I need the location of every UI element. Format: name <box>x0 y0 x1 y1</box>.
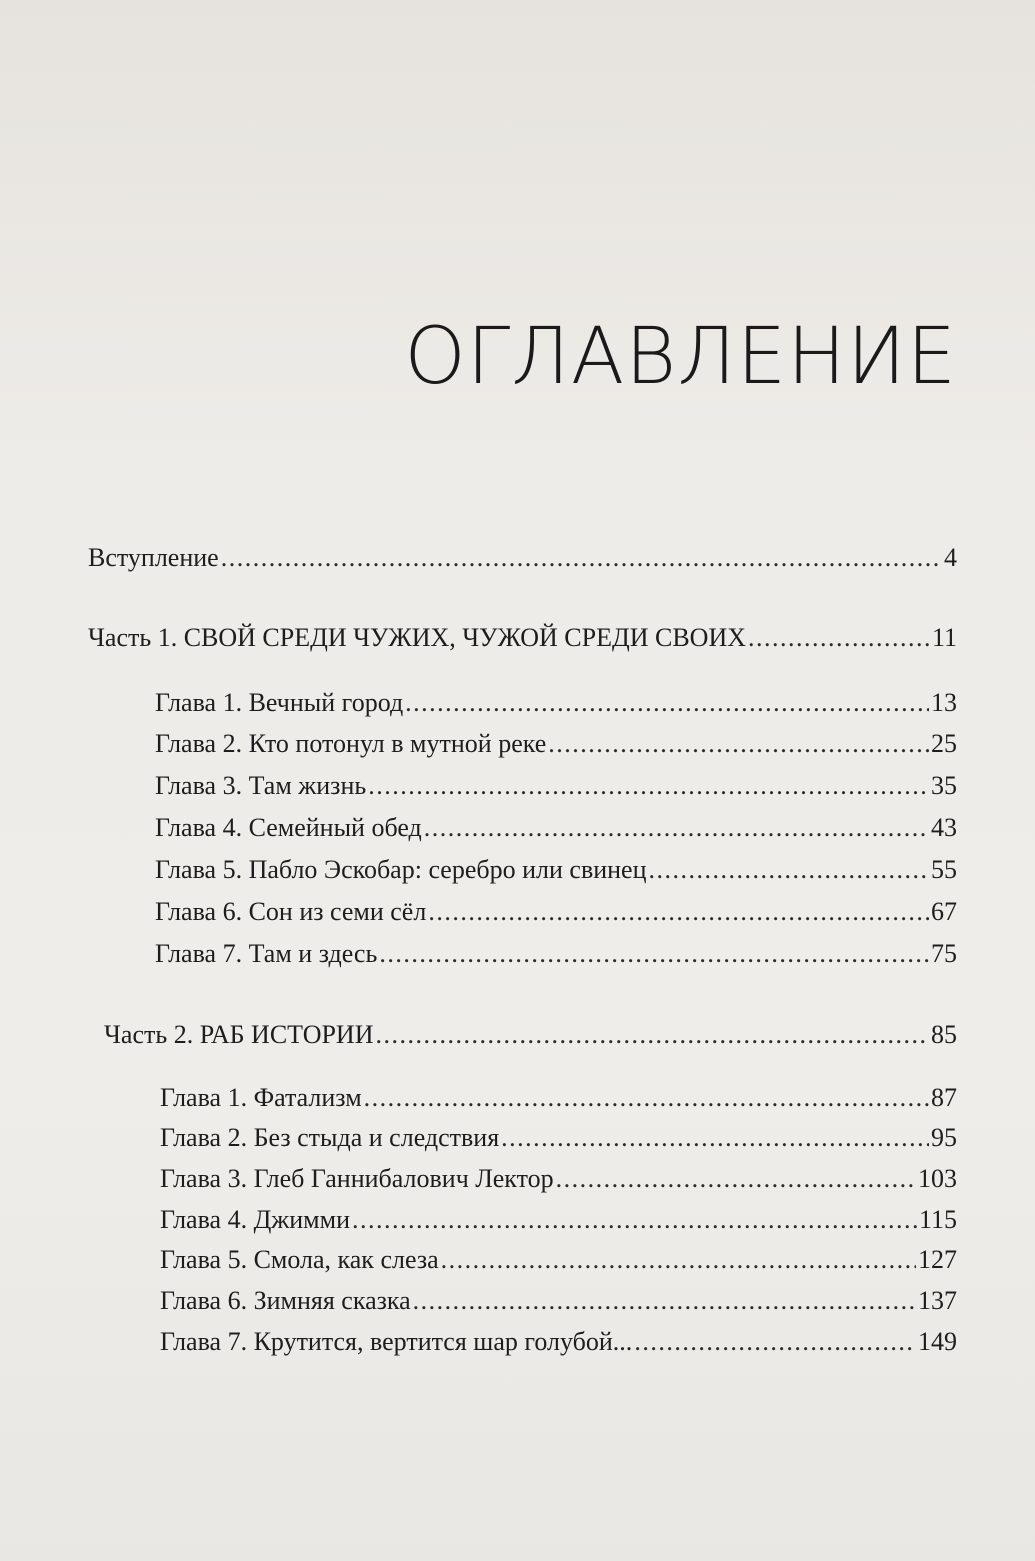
toc-page-number: 103 <box>918 1164 957 1193</box>
toc-entry-chapter <box>160 1329 957 1355</box>
toc-chapter-label: Глава 3. Глеб Ганнибалович Лектор <box>160 1164 554 1193</box>
toc-page-number: 85 <box>931 1020 957 1049</box>
toc-page-number: 67 <box>931 897 957 926</box>
toc-entry-chapter <box>160 1207 957 1233</box>
dot-leader <box>368 773 929 799</box>
toc-chapter-label: Глава 3. Там жизнь <box>155 771 367 800</box>
dot-leader <box>379 941 929 967</box>
toc-chapter-label: Глава 4. Джимми <box>160 1205 350 1234</box>
dot-leader <box>649 857 929 883</box>
toc-chapter-label: Глава 7. Там и здесь <box>155 939 378 968</box>
toc-page-number: 35 <box>931 771 957 800</box>
dot-leader <box>413 1288 916 1314</box>
toc-page-number: 87 <box>931 1083 957 1112</box>
toc-entry-chapter <box>155 815 957 841</box>
toc-page-number: 149 <box>918 1327 957 1356</box>
toc-page-number: 13 <box>931 688 957 717</box>
dot-leader <box>634 1329 916 1355</box>
toc-chapter-label: Глава 6. Зимняя сказка <box>160 1286 411 1315</box>
toc-entry-chapter <box>155 731 957 757</box>
toc-part-label: Часть 2. РАБ ИСТОРИИ <box>104 1020 374 1049</box>
toc-page-number: 43 <box>931 813 957 842</box>
toc-page-number: 4 <box>944 543 957 572</box>
dot-leader <box>424 815 929 841</box>
page-title: ОГЛАВЛЕНИЕ <box>404 312 957 402</box>
dot-leader <box>364 1085 929 1111</box>
toc-entry-intro <box>88 545 957 571</box>
toc-page-number: 95 <box>931 1123 957 1152</box>
toc-entry-label: Вступление <box>88 543 219 572</box>
toc-chapter-label: Глава 6. Сон из семи сёл <box>155 897 427 926</box>
toc-entry-chapter <box>155 690 957 716</box>
toc-page-number: 25 <box>931 729 957 758</box>
toc-page-number: 55 <box>931 855 957 884</box>
toc-entry-chapter <box>160 1247 957 1273</box>
toc-page-number: 137 <box>918 1286 957 1315</box>
toc-entry-part-2 <box>104 1022 957 1048</box>
dot-leader <box>352 1207 917 1233</box>
toc-chapter-label: Глава 5. Смола, как слеза <box>160 1245 439 1274</box>
toc-chapter-label: Глава 4. Семейный обед <box>155 813 422 842</box>
toc-entry-part-1 <box>88 625 957 651</box>
dot-leader <box>501 1125 929 1151</box>
toc-entry-chapter <box>155 773 957 799</box>
toc-entry-chapter <box>155 857 957 883</box>
dot-leader <box>441 1247 916 1273</box>
dot-leader <box>556 1166 916 1192</box>
toc-page-number: 75 <box>931 939 957 968</box>
toc-page-number: 115 <box>918 1205 957 1234</box>
toc-entry-chapter <box>160 1125 957 1151</box>
toc-page-number: 127 <box>918 1245 957 1274</box>
toc-entry-chapter <box>160 1085 957 1111</box>
toc-chapter-label: Глава 2. Без стыда и следствия <box>160 1123 500 1152</box>
dot-leader <box>375 1022 929 1048</box>
toc-entry-chapter <box>155 941 957 967</box>
dot-leader <box>221 545 942 571</box>
toc-part-label: Часть 1. СВОЙ СРЕДИ ЧУЖИХ, ЧУЖОЙ СРЕДИ СВОИХ <box>88 623 746 652</box>
dot-leader <box>405 690 929 716</box>
toc-chapter-label: Глава 7. Крутится, вертится шар голубой... <box>160 1327 633 1356</box>
dot-leader <box>428 899 929 925</box>
dot-leader <box>548 731 929 757</box>
toc-chapter-label: Глава 5. Пабло Эскобар: серебро или свинец <box>155 855 647 884</box>
toc-entry-chapter <box>160 1166 957 1192</box>
toc-chapter-label: Глава 2. Кто потонул в мутной реке <box>155 729 547 758</box>
toc-chapter-label: Глава 1. Фатализм <box>160 1083 362 1112</box>
toc-page-number: 11 <box>931 623 957 652</box>
dot-leader <box>748 625 930 651</box>
toc-entry-chapter <box>160 1288 957 1314</box>
toc-entry-chapter <box>155 899 957 925</box>
toc-chapter-label: Глава 1. Вечный город <box>155 688 404 717</box>
